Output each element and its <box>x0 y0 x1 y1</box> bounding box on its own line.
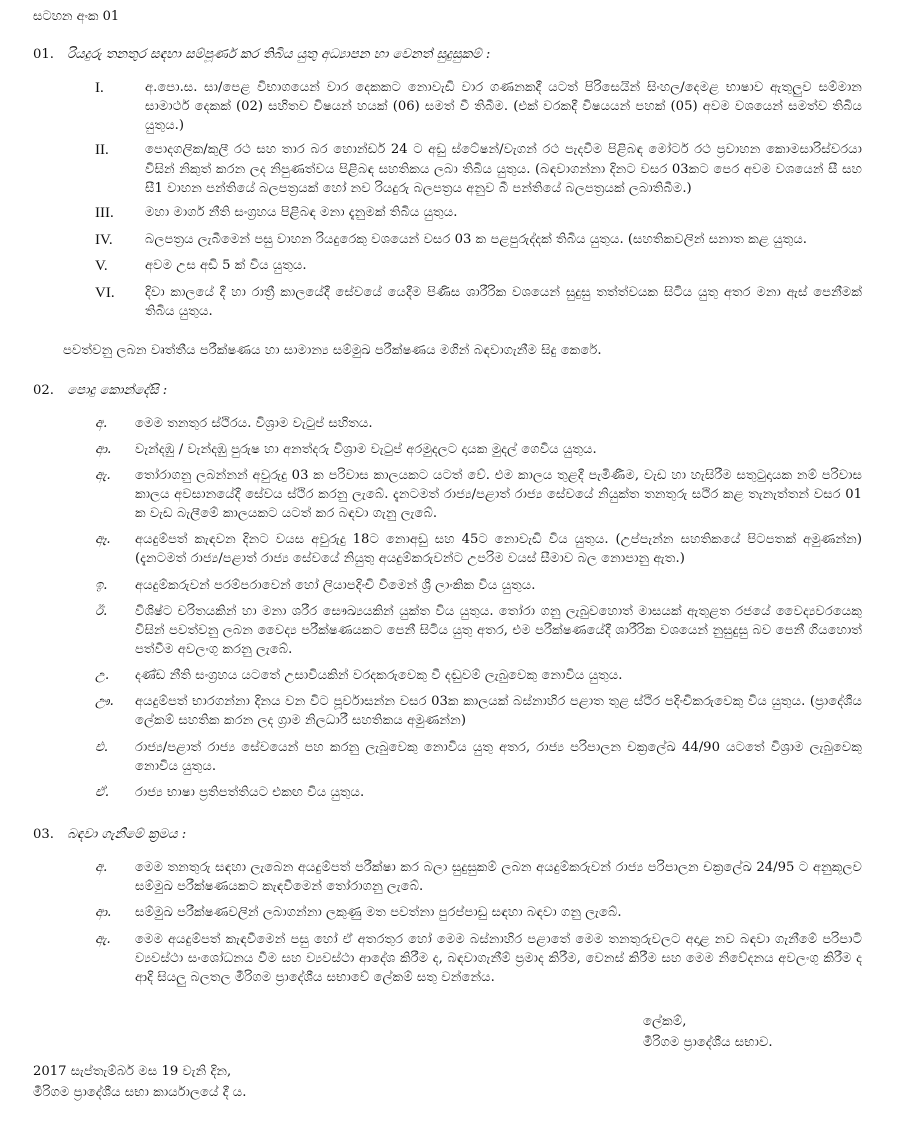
item-text: අවම උස අඩි 5 ක් විය යුතුය. <box>145 258 307 274</box>
exam-note: පවත්වනු ලබන වෘත්තීය පරීක්ෂණය හා සාමාන්‍ය සම්මුඛ පරීක්ෂණය මගින් බඳවාගැනීම සිදු කෙරේ. <box>63 343 602 359</box>
item-letter: එ. <box>95 739 109 755</box>
item-letter: ආ. <box>95 441 112 457</box>
item-number: VI. <box>95 285 115 302</box>
notice-place: මීරිගම ප්‍රාදේශීය සභා කාර්යාලයේ දී ය. <box>33 1085 247 1101</box>
item-letter: ඌ. <box>95 694 114 710</box>
item-text: දිවා කාලයේ දී හා රාත්‍රී කාලයේදී සේවයේ යෙදීම පිණිස ශාරීරික වශයෙන් සුදුසු තත්ත්වයක සිටිය යුතු අතර මනා ඇස් පෙනීමක් තිබිය යුතුය. <box>145 285 862 320</box>
section-3-title: බඳවා ගැනීමේ ක්‍රමය : <box>67 827 187 843</box>
section-3-number: 03. <box>33 827 54 843</box>
item-text: සම්මුඛ පරීක්ෂණවලින් ලබාගන්නා ලකුණු මත පවත්නා පුරප්පාඩු සඳහා බඳවා ගනු ලැබේ. <box>135 905 622 921</box>
item-letter: ඈ. <box>95 532 111 548</box>
item-text: රාජ්‍ය භාෂා ප්‍රතිපත්තියට එකඟ විය යුතුය. <box>135 784 365 800</box>
section-2-heading <box>33 381 862 400</box>
section-2-title: පොදු කොන්දේසි : <box>67 382 168 398</box>
list-item <box>33 530 862 568</box>
section-1-title: රියදුරු තනතුර සඳහා සම්පූර්ණ කර තිබිය යුතු අධ්‍යාපන හා වෙනත් සුදුසුකම් : <box>67 46 491 62</box>
general-conditions-list <box>33 414 862 802</box>
item-text: අයදුම්පත් භාරගන්නා දිනය වන විට පූර්වාසන්න වසර 03ක කාලයක් බස්නාහිර පළාත තුළ ස්ථිර පදිංචිකරුවෙකු විය යුතුය. (ප්‍රාදේශීය ලේකම් සහතික කරන ලද ග්‍රාම නිලධාරී සහතිකය අමුණන්න) <box>135 694 862 729</box>
qualifications-list <box>33 78 862 321</box>
item-text: විශිෂ්ට චරිතයකින් හා මනා ශරීර සෞඛ්‍යයකින් යුක්ත විය යුතුය. තෝරා ගනු ලැබුවහොත් මාසයක් ඇතුළත රජයේ වෛද්‍යවරයෙකු විසින් පවත්වනු ලබන වෛද්‍ය පරීක්ෂණයකට පෙනී සිටිය යුතු අතර, එම පරීක්ෂණයේදී ශාරීරික වශයෙන් නුසුදුසු බව පෙනී ගියහොත් පත්වීම අවලංගු කරනු ලැබේ. <box>135 603 862 658</box>
signatory-office: මීරිගම ප්‍රාදේශීය සභාව. <box>643 1035 773 1051</box>
list-item <box>33 783 862 802</box>
signatory-title: ලේකම්, <box>643 1014 687 1030</box>
item-text: වැන්දඹු / වැන්දඹු පුරුෂ හා අනත්දරු විශ්‍රාම වැටුප් අරමුදලට දායක මුදල් ගෙවිය යුතුය. <box>135 441 597 457</box>
item-text: අ.පො.ස. සා/පෙළ විභාගයෙන් වාර දෙකකට නොවැඩි වාර ගණනකදී යටත් පිරිසෙයින් සිංහල/දෙමළ භාෂාව ඇතුලුව සම්මාන සාමාර්ථ දෙකක් (02) සහිතව විෂයන් හයක් (06) සමත් වී තිබීම. (එක් වරකදී විෂයයන් පහක් (05) අවම වශයෙන් සමත්ව තිබිය යුතුය.) <box>145 79 862 134</box>
item-text: දණ්ඩ නීති සංග්‍රහය යටතේ උසාවියකින් වරදකරුවෙකු වී දඬුවම් ලැබුවෙකු නොවිය යුතුය. <box>135 668 623 684</box>
item-letter: උ. <box>95 668 110 684</box>
item-text: මෙම තනතුරු සඳහා ලැබෙන අයදුම්පත් පරීක්ෂා කර බලා සුදුසුකම් ලබන අයදුම්කරුවන් රාජ්‍ය පරිපාලන චක්‍රලේඛ 24/95 ට අනුකූලව සම්මුඛ පරීක්ෂණයකට කැඳවීමෙන් තෝරාගනු ලැබේ. <box>135 860 862 895</box>
list-item <box>33 230 862 252</box>
list-item <box>33 203 862 225</box>
notice-date: 2017 සැප්තැම්බර් මස 19 වැනි දින, <box>33 1064 232 1080</box>
list-item <box>33 858 862 896</box>
item-number: V. <box>95 258 108 275</box>
note-number: සටහන අංක 01 <box>33 9 120 24</box>
item-text: තෝරාගනු ලබන්නන් අවුරුදු 03 ක පරිවාස කාලයකට යටත් වේ. එම කාලය තුළදී පැමිණීම, වැඩ හා හැසිරීම සතුටුදායක නම් පරිවාස කාලය අවසානයේදී සේවය ස්ථිර කරනු ලැබේ. දැනටමත් රාජ්‍ය/පළාත් රාජ්‍ය සේවයේ නියුක්ත තනතුරු සථිර කළ තැනැත්තන් වසර 01 ක වැඩ බැලීමේ කාලයකට යටත් කර බඳවා ගැනු ලැබේ. <box>135 467 862 522</box>
section-3-heading <box>33 825 862 844</box>
list-item <box>33 440 862 459</box>
item-letter: ඉ. <box>95 577 108 593</box>
item-number: III. <box>95 204 114 221</box>
item-number: IV. <box>95 231 113 248</box>
item-letter: ආ. <box>95 905 112 921</box>
list-item <box>33 692 862 730</box>
item-letter: ඇ. <box>95 467 111 483</box>
item-letter: ඇ. <box>95 931 111 947</box>
list-item <box>33 576 862 595</box>
recruitment-method-list <box>33 858 862 987</box>
item-text: පොදගලික/කුලී රථ සහ තාර බර හොන්ඩර් 24 ට අඩු ස්ටේෂන්/වැගන් රථ පැදවීම පිළිබඳ මෝටර් රථ ප්‍රවාහන කොමසාරිස්වරයා විසින් නිකුත් කරන ලද නිපුණත්වය පිළිබඳ සහතිකය ලබා තිබිය යුතුය. (බඳවාගන්නා දිනට වසර 03කට පෙර අවම වශයෙන් සී සහ සී1 වාහන පන්තියේ බලපත්‍රයක් හෝ නව රියදුරු බලපත්‍රය අනුව බී පන්තියේ බලපත්‍රයක් ලබාතිබීම.) <box>145 142 862 196</box>
signature-block <box>33 1011 862 1053</box>
section-2-number: 02. <box>33 382 54 398</box>
section-1-number: 01. <box>33 46 54 62</box>
list-item <box>33 466 862 523</box>
item-number: I. <box>95 79 104 96</box>
date-place-block <box>33 1061 862 1103</box>
list-item <box>33 414 862 433</box>
list-item <box>33 140 862 197</box>
list-item <box>33 602 862 659</box>
list-item <box>33 738 862 776</box>
item-text: අයදුම්කරුවන් පරම්පරාවෙන් හෝ ලියාපදිංචි වීමෙන් ශ්‍රී ලාංකික විය යුතුය. <box>135 577 536 593</box>
item-letter: ඊ. <box>95 603 108 619</box>
list-item <box>33 283 862 321</box>
item-text: රාජ්‍ය/පළාත් රාජ්‍ය සේවයෙන් පහ කරනු ලැබුවෙකු නොවිය යුතු අතර, රාජ්‍ය පරිපාලන චක්‍රලේඛ 44/90 යටතේ විශ්‍රාම ලැබුවෙකු නොවිය යුතුය. <box>135 739 862 774</box>
item-text: මෙම තනතුර ස්ථිරය. විශ්‍රාම වැටුප් සහිතය. <box>135 415 373 431</box>
list-item <box>33 666 862 685</box>
item-number: II. <box>95 142 109 159</box>
list-item <box>33 903 862 922</box>
item-text: බලපත්‍රය ලැබීමෙන් පසු වාහන රියදුරෙකු වශයෙන් වසර 03 ක පළපුරුද්දක් තිබිය යුතුය. (සහතිකවලින් සනාත කළ යුතුය. <box>145 231 807 247</box>
item-letter: අ. <box>95 860 108 876</box>
item-letter: අ. <box>95 415 108 431</box>
item-letter: ඒ. <box>95 784 110 800</box>
item-text: මෙම අයදුම්පත් කැඳවීමෙන් පසු හෝ ඒ අතරතුර හෝ මෙම බස්නාහිර පළාතේ මෙම තනතුරුවලට අදාළ නව බඳවා ගැනීමේ පරිපාටි ව්‍යවස්ථා සංශෝධනය වීම සහ ව්‍යවස්ථා ආදේශ කිරීම ද, බඳවාගැනීම් ප්‍රමාද කිරීම, වෙනස් කිරීම සහ මෙම නිවේදනය අවලංගු කිරීම ද ආදි සියලු බලතල මීරිගම ප්‍රාදේශීය සභාවේ ලේකම් සතු වන්නේය. <box>135 931 862 985</box>
item-text: මහා මාර්ග නීති සංග්‍රහය පිළිබඳ මනා දැනුමක් තිබිය යුතුය. <box>145 204 458 220</box>
list-item <box>33 930 862 987</box>
list-item <box>33 78 862 135</box>
list-item <box>33 256 862 278</box>
item-text: අයදුම්පත් කැඳවන දිනට වයස අවුරුදු 18ට නොඅඩු සහ 45ට නොවැඩි විය යුතුය. (උප්පැන්න සහතිකයේ පිටපතක් අමුණන්න) (දැනටමත් රාජ්‍ය/පළාත් රාජ්‍ය සේවයේ නියුතු අයදුම්කරුවන්ට උපරිම වයස් සීමාව බල නොපානු ඇත.) <box>135 532 862 567</box>
section-1-heading <box>33 45 862 64</box>
